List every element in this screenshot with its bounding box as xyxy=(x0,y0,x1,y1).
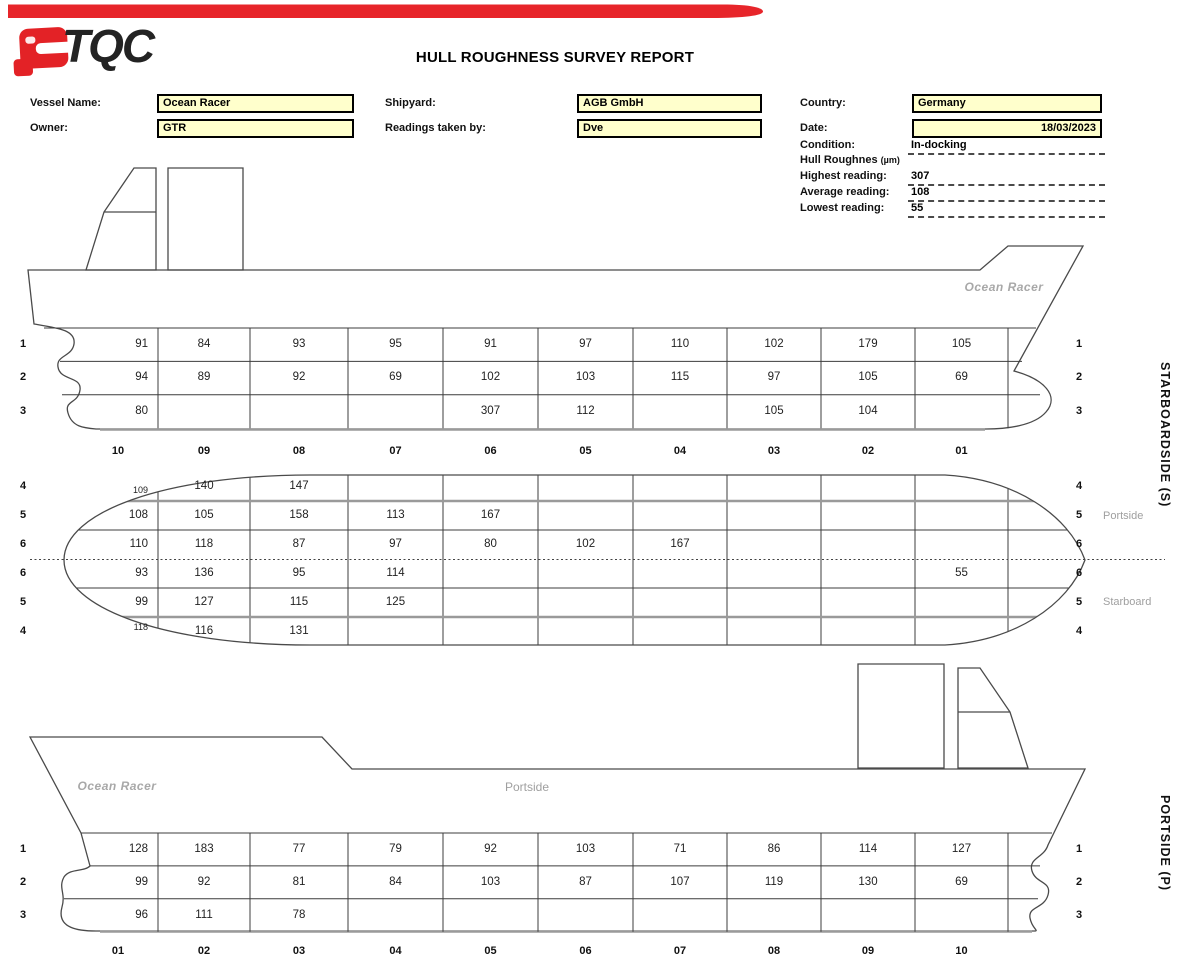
grid-cell: 97 xyxy=(767,371,781,384)
grid-cell: 103 xyxy=(480,875,501,888)
grid-cell: 86 xyxy=(767,843,781,855)
grid-cell: 99 xyxy=(135,875,148,888)
row-label: 1 xyxy=(19,338,27,350)
header-swoosh xyxy=(8,5,763,19)
grid-cell: 109 xyxy=(132,485,148,495)
column-label: 06 xyxy=(579,945,592,957)
grid-cell: 69 xyxy=(955,875,968,888)
column-label: 07 xyxy=(673,945,687,957)
grid-cell: 92 xyxy=(292,371,306,384)
grid-cell: 167 xyxy=(670,538,690,550)
column-label: 02 xyxy=(861,445,875,457)
page-title: HULL ROUGHNESS SURVEY REPORT xyxy=(415,49,695,66)
readings-by-field[interactable]: Dve xyxy=(577,119,762,138)
grid-cell: 179 xyxy=(858,338,878,350)
grid-cell: 99 xyxy=(135,596,148,608)
grid-cell: 136 xyxy=(194,567,214,579)
row-label: 5 xyxy=(1075,509,1083,521)
row-label: 3 xyxy=(19,404,27,417)
grid-cell: 116 xyxy=(194,625,214,637)
grid-cell: 103 xyxy=(575,371,596,384)
column-label: 06 xyxy=(484,445,497,457)
grid-cell: 94 xyxy=(135,371,148,384)
grid-cell: 105 xyxy=(951,338,972,350)
row-label: 6 xyxy=(19,567,27,579)
row-label: 3 xyxy=(1075,908,1083,921)
grid-cell: 118 xyxy=(194,538,214,550)
grid-cell: 69 xyxy=(389,371,402,384)
column-label: 10 xyxy=(955,945,968,957)
condition-label: Condition: xyxy=(800,139,855,151)
grid-cell: 127 xyxy=(194,596,214,608)
hull-roughness-unit: (µm) xyxy=(880,155,900,165)
grid-cell: 125 xyxy=(385,596,406,608)
grid-cell: 78 xyxy=(292,908,306,921)
portside-hull-text: Portside xyxy=(505,780,550,794)
owner-label: Owner: xyxy=(30,122,68,134)
row-label: 3 xyxy=(1075,404,1083,417)
grid-cell: 81 xyxy=(292,875,306,888)
readings-by-label: Readings taken by: xyxy=(385,122,486,134)
grid-cell: 80 xyxy=(484,538,497,550)
column-label: 08 xyxy=(292,445,306,457)
grid-cell: 115 xyxy=(289,596,309,608)
grid-cell: 127 xyxy=(951,843,972,855)
highest-reading-value: 307 xyxy=(908,170,1105,186)
tqc-logo-text: TQC xyxy=(62,20,154,72)
highest-reading-label: Highest reading: xyxy=(800,170,887,182)
column-label: 08 xyxy=(767,945,781,957)
column-label: 04 xyxy=(673,445,687,457)
grid-cell: 91 xyxy=(135,338,148,350)
lowest-reading-value: 55 xyxy=(908,202,1105,218)
grid-cell: 110 xyxy=(129,538,148,550)
plan-starboard-text: Starboard xyxy=(1103,596,1152,608)
grid-cell: 102 xyxy=(480,371,501,384)
grid-cell: 140 xyxy=(194,480,214,492)
grid-cell: 92 xyxy=(197,875,211,888)
grid-cell: 97 xyxy=(389,538,402,550)
grid-cell: 104 xyxy=(858,404,878,417)
row-label: 2 xyxy=(1075,371,1083,384)
grid-cell: 89 xyxy=(197,371,211,384)
portside-caption: PORTSIDE (P) xyxy=(1158,795,1172,892)
grid-cell: 131 xyxy=(289,625,309,637)
grid-cell: 80 xyxy=(135,404,148,417)
row-label: 5 xyxy=(1075,596,1083,608)
column-label: 09 xyxy=(197,445,211,457)
grid-cell: 87 xyxy=(292,538,306,550)
column-label: 10 xyxy=(111,445,125,457)
grid-cell: 84 xyxy=(389,875,402,888)
grid-cell: 147 xyxy=(289,480,309,492)
plan-portside-text: Portside xyxy=(1103,510,1144,522)
date-field[interactable]: 18/03/2023 xyxy=(912,119,1102,138)
grid-cell: 93 xyxy=(135,567,148,579)
row-label: 3 xyxy=(19,908,27,921)
column-label: 02 xyxy=(197,945,211,957)
shipyard-label: Shipyard: xyxy=(385,97,436,109)
grid-cell: 108 xyxy=(128,509,148,521)
shipyard-field[interactable]: AGB GmbH xyxy=(577,94,762,113)
column-label: 03 xyxy=(292,945,306,957)
grid-cell: 111 xyxy=(195,908,213,921)
grid-cell: 158 xyxy=(289,509,309,521)
column-label: 05 xyxy=(579,445,592,457)
column-label: 03 xyxy=(767,445,781,457)
grid-cell: 183 xyxy=(194,843,214,855)
row-label: 1 xyxy=(1075,843,1083,855)
grid-cell: 114 xyxy=(386,567,405,579)
row-label: 4 xyxy=(1075,625,1083,637)
grid-cell: 130 xyxy=(858,875,878,888)
grid-cell: 95 xyxy=(292,567,306,579)
column-label: 05 xyxy=(484,945,497,957)
vessel-name-field[interactable]: Ocean Racer xyxy=(157,94,354,113)
grid-cell: 105 xyxy=(194,509,214,521)
grid-cell: 307 xyxy=(480,404,501,417)
column-label: 09 xyxy=(861,945,875,957)
country-field[interactable]: Germany xyxy=(912,94,1102,113)
owner-field[interactable]: GTR xyxy=(157,119,354,138)
row-label: 4 xyxy=(19,625,27,637)
country-label: Country: xyxy=(800,97,846,109)
grid-cell: 118 xyxy=(133,622,148,632)
average-reading-value: 108 xyxy=(908,186,1105,202)
row-label: 6 xyxy=(1075,538,1083,550)
grid-cell: 87 xyxy=(579,875,592,888)
row-label: 2 xyxy=(19,875,27,888)
row-label: 5 xyxy=(19,509,27,521)
row-label: 2 xyxy=(19,371,27,384)
average-reading-label: Average reading: xyxy=(800,186,890,198)
grid-cell: 71 xyxy=(673,843,687,855)
grid-cell: 103 xyxy=(575,843,596,855)
condition-value: In-docking xyxy=(908,139,1105,155)
grid-cell: 91 xyxy=(484,338,497,350)
row-label: 1 xyxy=(1075,338,1083,350)
hull-roughness-label: Hull Roughnes (µm) xyxy=(800,154,900,166)
grid-cell: 114 xyxy=(858,843,878,855)
grid-cell: 95 xyxy=(389,338,402,350)
date-label: Date: xyxy=(800,122,828,134)
row-label: 4 xyxy=(19,480,27,492)
grid-cell: 92 xyxy=(484,843,497,855)
grid-cell: 69 xyxy=(955,371,968,384)
grid-cell: 102 xyxy=(575,538,596,550)
grid-cell: 55 xyxy=(955,567,968,579)
row-label: 4 xyxy=(1075,480,1083,492)
row-label: 5 xyxy=(19,596,27,608)
grid-cell: 128 xyxy=(128,843,148,855)
column-label: 01 xyxy=(111,945,125,957)
grid-cell: 107 xyxy=(670,875,690,888)
vessel-name-label: Vessel Name: xyxy=(30,97,101,109)
lowest-reading-label: Lowest reading: xyxy=(800,202,885,214)
grid-cell: 79 xyxy=(389,843,402,855)
grid-cell: 96 xyxy=(135,908,148,921)
grid-cell: 77 xyxy=(292,843,306,855)
grid-cell: 115 xyxy=(670,371,690,384)
column-label: 01 xyxy=(955,445,968,457)
grid-cell: 105 xyxy=(858,371,878,384)
grid-cell: 97 xyxy=(579,338,592,350)
portside-ship-name: Ocean Racer xyxy=(77,779,157,793)
starboardside-caption: STARBOARDSIDE (S) xyxy=(1158,362,1172,508)
grid-cell: 167 xyxy=(480,509,501,521)
grid-cell: 105 xyxy=(764,404,784,417)
grid-cell: 112 xyxy=(576,404,595,417)
row-label: 1 xyxy=(19,843,27,855)
row-label: 6 xyxy=(1075,567,1083,579)
row-label: 2 xyxy=(1075,875,1083,888)
column-label: 04 xyxy=(389,945,402,957)
grid-cell: 113 xyxy=(386,509,405,521)
row-label: 6 xyxy=(19,538,27,550)
grid-cell: 93 xyxy=(292,338,306,350)
column-label: 07 xyxy=(389,445,402,457)
grid-cell: 110 xyxy=(670,338,690,350)
grid-cell: 102 xyxy=(764,338,784,350)
grid-cell: 84 xyxy=(197,338,211,350)
grid-cell: 119 xyxy=(764,875,784,888)
starboard-ship-name: Ocean Racer xyxy=(964,280,1044,294)
